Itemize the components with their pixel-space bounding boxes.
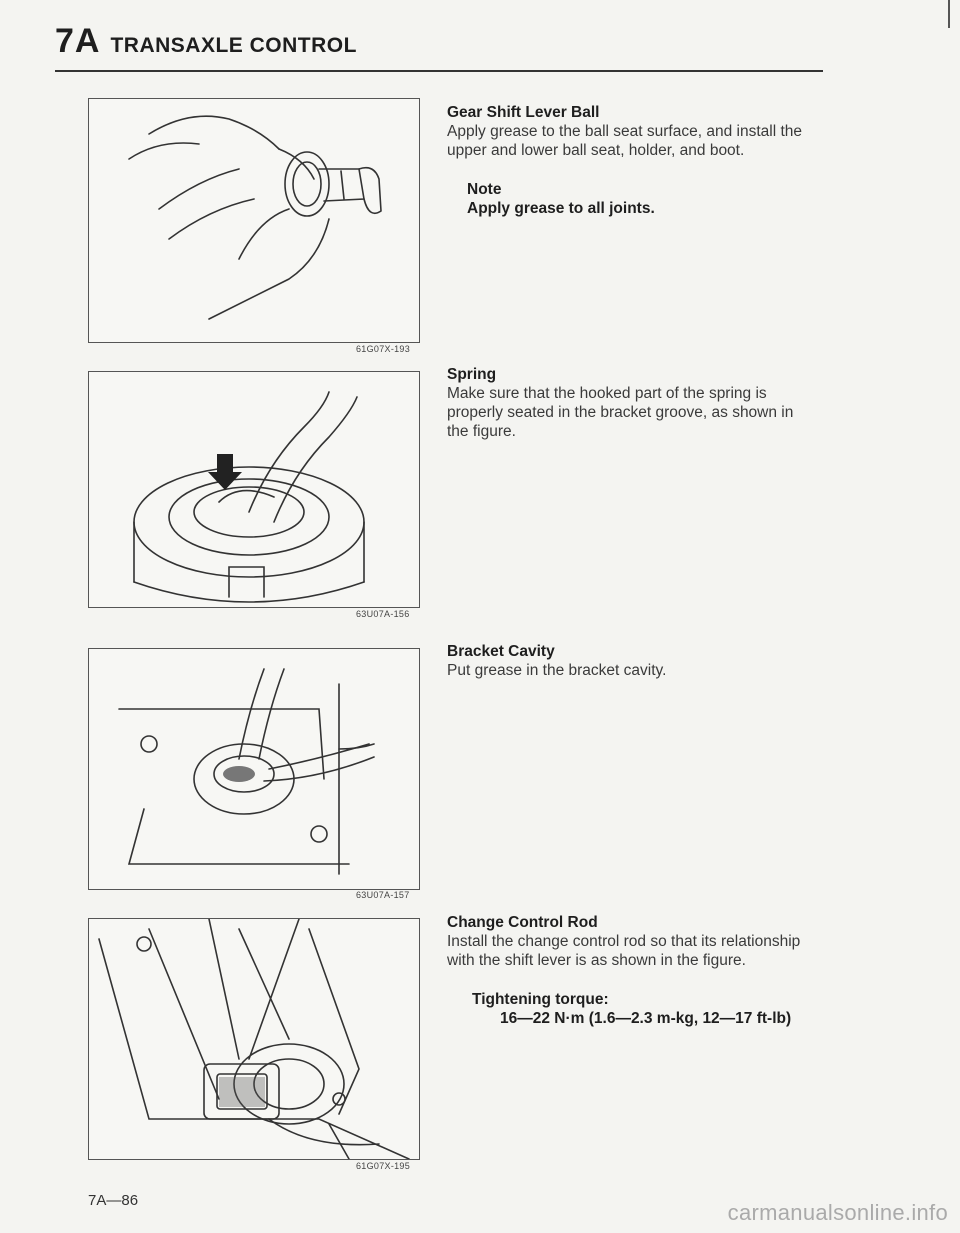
section-line: Make sure that the hooked part of the spring is: [447, 385, 767, 402]
note-box: [447, 180, 837, 218]
section-line: with the shift lever is as shown in the figure.: [447, 952, 746, 969]
torque-spec: [447, 990, 837, 1028]
section-title-spring: Spring: [447, 366, 497, 383]
illustration-spring-bracket: [89, 372, 419, 607]
section-change-control-rod: [447, 913, 837, 1028]
page-number: 7A—86: [88, 1192, 139, 1209]
figure-bracket-cavity: [88, 648, 420, 890]
header-rule: [55, 70, 823, 72]
section-line: properly seated in the bracket groove, as shown in: [447, 404, 794, 421]
note-text: Apply grease to all joints.: [467, 200, 655, 217]
note-label: Note: [467, 181, 502, 198]
torque-label: Tightening torque:: [472, 991, 609, 1008]
figure-code-4: 61G07X-195: [356, 1161, 411, 1171]
illustration-grease-bracket: [89, 649, 419, 889]
section-title-gear-shift-lever-ball: Gear Shift Lever Ball: [447, 104, 600, 121]
torque-value: 16—22 N·m (1.6—2.3 m-kg, 12—17 ft-lb): [500, 1010, 792, 1027]
illustration-control-rod: [89, 919, 419, 1159]
illustration-hand-ball-seat: [89, 99, 419, 342]
figure-code-1: 61G07X-193: [356, 344, 411, 354]
section-line: Put grease in the bracket cavity.: [447, 662, 667, 679]
section-title: TRANSAXLE CONTROL: [110, 34, 357, 57]
section-gear-shift-lever-ball: [447, 103, 837, 218]
website-watermark: carmanualsonline.info: [727, 1200, 948, 1225]
page-header: [55, 22, 357, 61]
section-number: 7A: [55, 22, 101, 60]
figure-code-2: 63U07A-156: [356, 609, 410, 619]
section-spring: [447, 365, 837, 441]
section-line: upper and lower ball seat, holder, and boot.: [447, 142, 745, 159]
page-edge-mark: [948, 0, 950, 28]
figure-code-3: 63U07A-157: [356, 890, 410, 900]
figure-gear-shift-lever-ball: [88, 98, 420, 343]
section-line: the figure.: [447, 423, 516, 440]
section-line: Install the change control rod so that its relationship: [447, 933, 801, 950]
section-bracket-cavity: [447, 642, 837, 680]
section-line: Apply grease to the ball seat surface, and install the: [447, 123, 802, 140]
section-title-change-control-rod: Change Control Rod: [447, 914, 598, 931]
figure-spring: [88, 371, 420, 608]
figure-change-control-rod: [88, 918, 420, 1160]
section-title-bracket-cavity: Bracket Cavity: [447, 643, 555, 660]
